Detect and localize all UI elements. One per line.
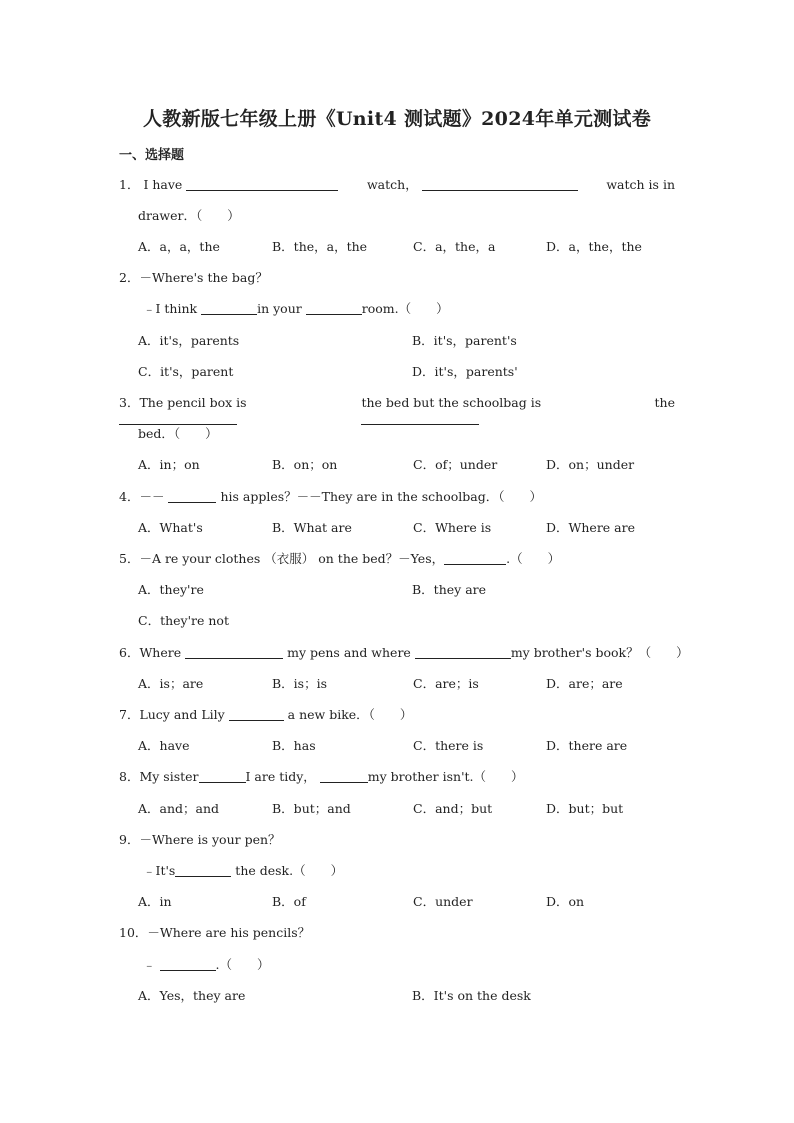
answer-blank[interactable] [119, 411, 237, 425]
option-b[interactable]: B．is；is [272, 676, 328, 691]
option-b[interactable]: B．has [272, 738, 316, 753]
question-7: 7．Lucy and Lily a new bike．（ ） [119, 707, 413, 722]
answer-blank[interactable] [201, 301, 257, 315]
question-10-line2: ﹣ .（ ） [143, 957, 270, 972]
option-b[interactable]: B．What are [272, 520, 352, 535]
question-9-line2: ﹣It's the desk.（ ） [143, 863, 344, 878]
question-1-cont: drawer．（ ） [138, 208, 240, 223]
question-5: 5．－A re your clothes （衣服） on the bed？－Yes， .（ ） [119, 551, 561, 566]
answer-blank[interactable] [306, 301, 362, 315]
option-c[interactable]: C．it's，parent [138, 364, 234, 379]
question-6: 6．Where my pens and where my brother's book？（ ） [119, 645, 689, 660]
option-d[interactable]: D．are；are [546, 676, 623, 691]
option-d[interactable]: D．a，the，the [546, 239, 642, 254]
option-c[interactable]: C．and；but [413, 801, 493, 816]
option-b[interactable]: B．the，a，the [272, 239, 368, 254]
option-d[interactable]: D．there are [546, 738, 628, 753]
answer-blank[interactable] [199, 769, 246, 783]
option-b[interactable]: B．It's on the desk [412, 988, 531, 1003]
option-a[interactable]: A．in；on [138, 457, 200, 472]
option-c[interactable]: C．are；is [413, 676, 479, 691]
option-c[interactable]: C．there is [413, 738, 484, 753]
question-3-cont: bed．（ ） [138, 426, 218, 441]
question-2: 2．－Where's the bag？ [119, 270, 268, 285]
option-a[interactable]: A．and；and [138, 801, 220, 816]
option-a[interactable]: A．a，a，the [138, 239, 220, 254]
question-9: 9．－Where is your pen？ [119, 832, 281, 847]
answer-blank[interactable] [444, 551, 506, 565]
option-c[interactable]: C．under [413, 894, 473, 909]
answer-blank[interactable] [185, 645, 283, 659]
option-c[interactable]: C．a，the，a [413, 239, 496, 254]
option-d[interactable]: D．on [546, 894, 585, 909]
answer-blank[interactable] [175, 863, 231, 877]
answer-blank[interactable] [320, 769, 368, 783]
option-a[interactable]: A．in [138, 894, 172, 909]
option-b[interactable]: B．they are [412, 582, 487, 597]
section-heading: 一、选择题 [119, 148, 185, 163]
answer-blank[interactable] [229, 707, 284, 721]
answer-blank[interactable] [422, 177, 578, 191]
option-d[interactable]: D．on；under [546, 457, 635, 472]
option-d[interactable]: D．Where are [546, 520, 635, 535]
option-a[interactable]: A．is；are [138, 676, 204, 691]
option-b[interactable]: B．on；on [272, 457, 338, 472]
option-a[interactable]: A．they're [138, 582, 204, 597]
answer-blank[interactable] [186, 177, 338, 191]
option-b[interactable]: B．it's，parent's [412, 333, 517, 348]
answer-blank[interactable] [160, 957, 216, 971]
option-d[interactable]: D．it's，parents' [412, 364, 518, 379]
answer-blank[interactable] [415, 645, 511, 659]
question-8: 8．My sister I are tidy， my brother isn't.（ ） [119, 769, 524, 784]
option-b[interactable]: B．but；and [272, 801, 351, 816]
option-c[interactable]: C．they're not [138, 613, 229, 628]
question-10: 10．－Where are his pencils？ [119, 925, 311, 940]
option-b[interactable]: B．of [272, 894, 306, 909]
page-title: 人教新版七年级上册《Unit4 测试题》2024年单元测试卷 [142, 108, 652, 130]
answer-blank[interactable] [168, 489, 216, 503]
question-1: 1． I have watch， watch is in [119, 177, 675, 192]
question-4: 4．－－ his apples？－－They are in the schoolbag．（ ） [119, 489, 542, 504]
option-a[interactable]: A．it's，parents [138, 333, 240, 348]
option-a[interactable]: A．Yes，they are [138, 988, 246, 1003]
question-2-line2: ﹣I think in your room.（ ） [143, 301, 449, 316]
option-d[interactable]: D．but；but [546, 801, 624, 816]
option-a[interactable]: A．have [138, 738, 190, 753]
option-c[interactable]: C．of；under [413, 457, 498, 472]
answer-blank[interactable] [361, 411, 479, 425]
option-a[interactable]: A．What's [138, 520, 203, 535]
option-c[interactable]: C．Where is [413, 520, 492, 535]
question-3: 3．The pencil box is the bed but the schoolbag is the [119, 395, 675, 427]
